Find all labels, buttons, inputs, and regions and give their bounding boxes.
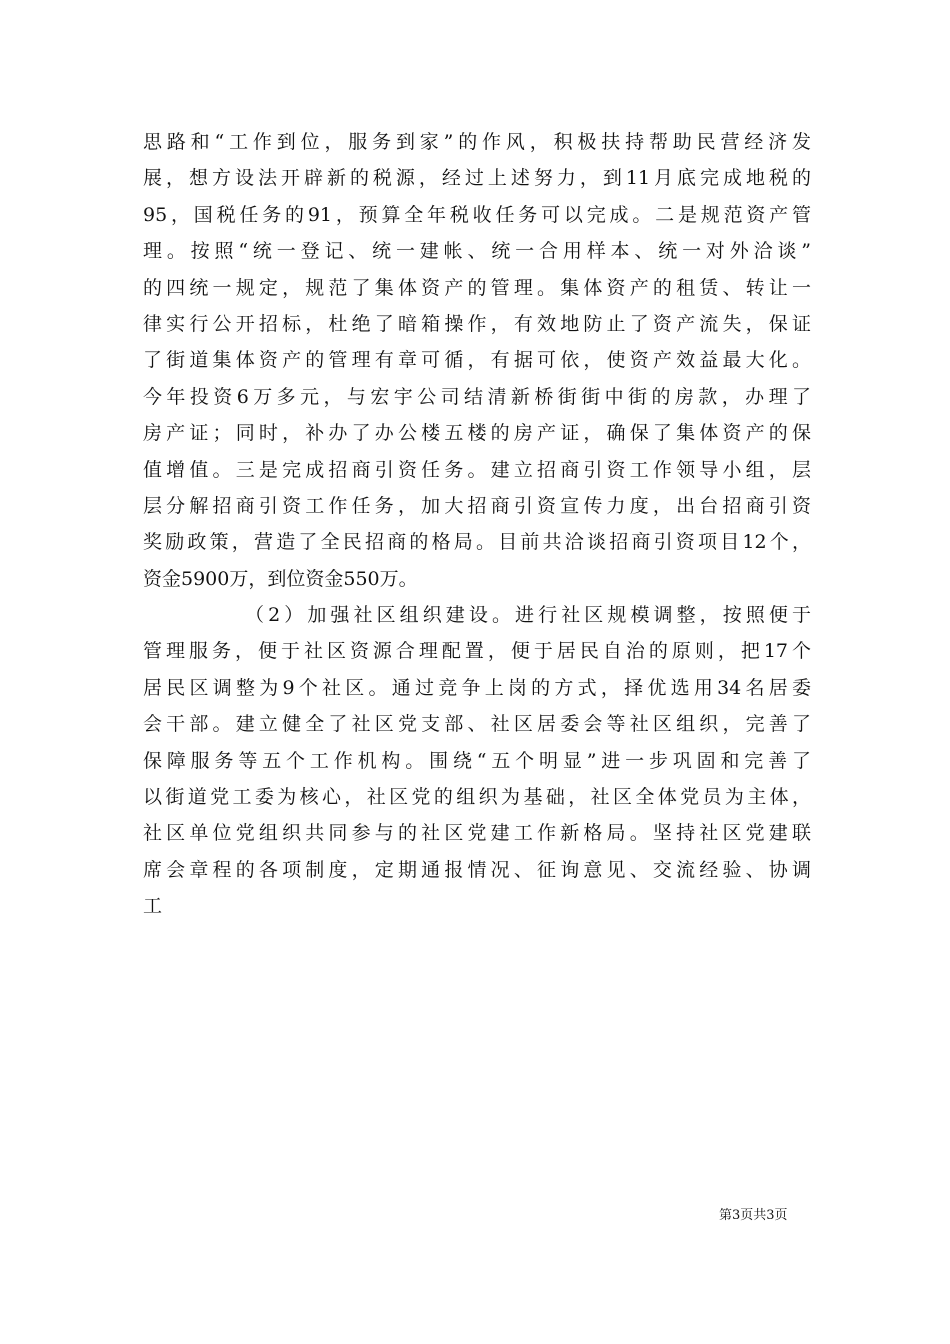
text-line: 的四统一规定，规范了集体资产的管理。集体资产的租赁、转让一	[143, 276, 811, 299]
text-line: 以街道党工委为核心，社区党的组织为基础，社区全体党员为主体，	[143, 786, 811, 809]
text-line-indented: （2）加强社区组织建设。进行社区规模调整，按照便于	[245, 604, 811, 627]
text-line: 展，想方设法开辟新的税源，经过上述努力，到11月底完成地税的	[143, 167, 811, 190]
text-line: 居民区调整为9个社区。通过竞争上岗的方式，择优选用34名居委	[143, 676, 811, 699]
text-line: 值增值。三是完成招商引资任务。建立招商引资工作领导小组，层	[143, 458, 811, 481]
text-line: 95，国税任务的91，预算全年税收任务可以完成。二是规范资产管	[143, 203, 811, 226]
body-text	[143, 124, 811, 925]
text-line: 理。按照“统一登记、统一建帐、统一合用样本、统一对外洽谈”	[143, 240, 811, 263]
text-line: 房产证；同时，补办了办公楼五楼的房产证，确保了集体资产的保	[143, 422, 811, 445]
text-line: 律实行公开招标，杜绝了暗箱操作，有效地防止了资产流失，保证	[143, 312, 811, 335]
text-line: 会干部。建立健全了社区党支部、社区居委会等社区组织，完善了	[143, 713, 811, 736]
page-number: 第3页共3页	[719, 1208, 788, 1223]
text-line: 管理服务，便于社区资源合理配置，便于居民自治的原则，把17个	[143, 640, 811, 663]
text-line: 资金5900万，到位资金550万。	[143, 567, 418, 590]
text-line: 工	[143, 895, 163, 918]
text-line: 了街道集体资产的管理有章可循，有据可依，使资产效益最大化。	[143, 349, 811, 372]
text-line: 层分解招商引资工作任务，加大招商引资宣传力度，出台招商引资	[143, 494, 811, 517]
text-line: 席会章程的各项制度，定期通报情况、征询意见、交流经验、协调	[143, 858, 811, 881]
text-line: 今年投资6万多元，与宏宇公司结清新桥街街中街的房款，办理了	[143, 385, 811, 408]
text-line: 思路和“工作到位，服务到家”的作风，积极扶持帮助民营经济发	[143, 131, 811, 153]
text-line: 奖励政策，营造了全民招商的格局。目前共洽谈招商引资项目12个，	[143, 531, 811, 554]
text-line: 保障服务等五个工作机构。围绕“五个明显”进一步巩固和完善了	[143, 749, 811, 772]
text-line: 社区单位党组织共同参与的社区党建工作新格局。坚持社区党建联	[143, 822, 811, 845]
